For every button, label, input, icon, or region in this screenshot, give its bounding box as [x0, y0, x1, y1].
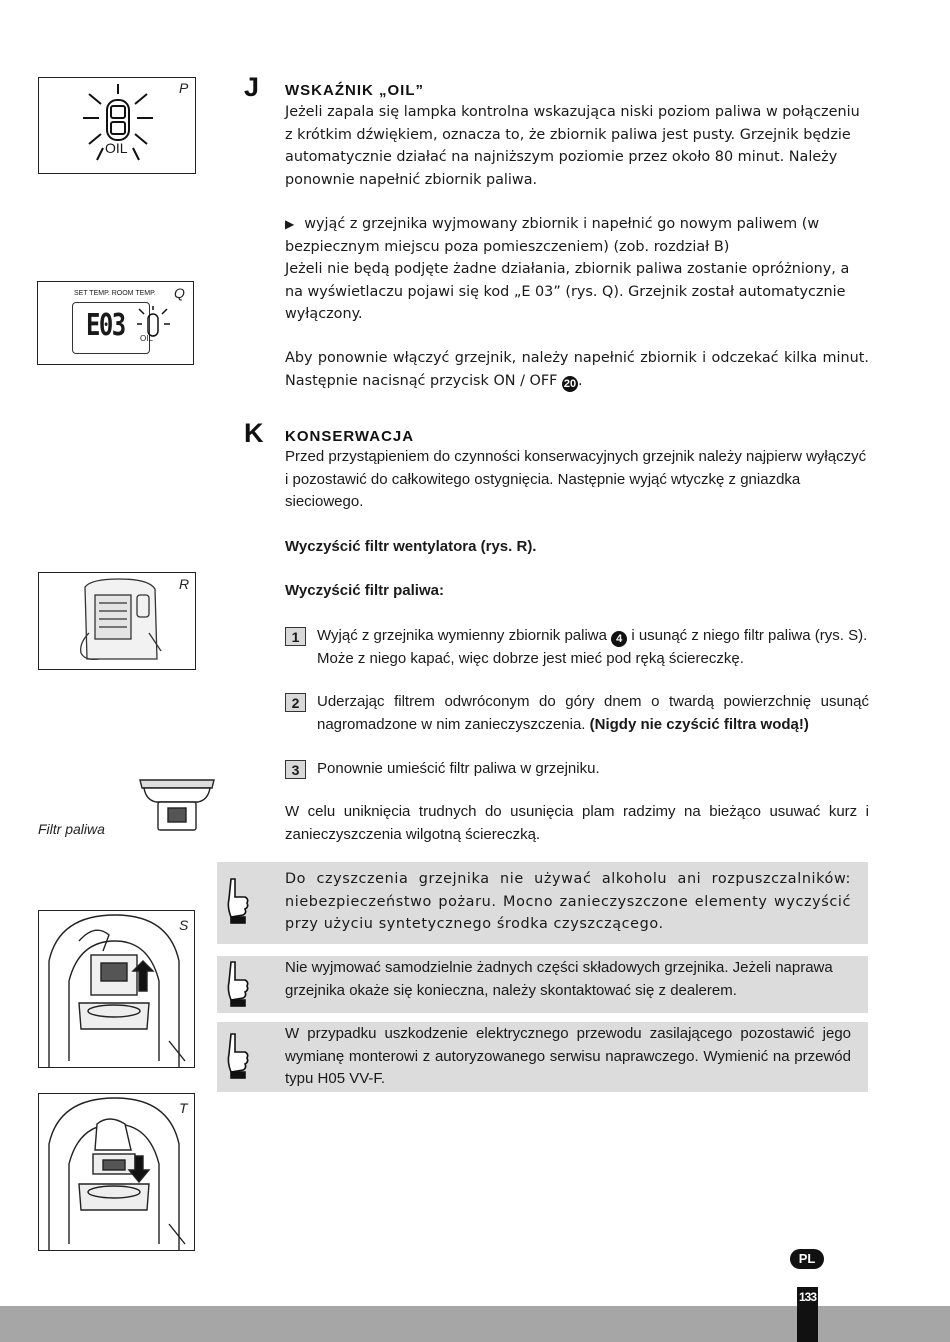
- note-text-2: Nie wyjmować samodzielnie żadnych części składowych grzejnika. Jeżeli naprawa grzejnika okaże się konieczna, należy skontaktować się z dealerem.: [285, 959, 833, 999]
- fuel-filter-heading: Wyczyścić filtr paliwa:: [285, 582, 444, 599]
- figure-s: [38, 910, 195, 1068]
- fuel-filter-removal-illustration: [39, 911, 195, 1068]
- section-j-paragraph-3: Jeżeli nie będą podjęte żadne działania, zbiornik paliwa zostanie opróżniony, a na wyświetlaczu pojawi się kod „E 03” (rys. Q). Grzejnik został automatycznie wyłączony.: [285, 261, 850, 322]
- figure-label-q: Q: [174, 285, 185, 301]
- section-letter-k: K: [244, 418, 264, 448]
- section-letter-j: J: [244, 72, 260, 102]
- lcd-header: SET TEMP. ROOM TEMP.: [74, 290, 156, 297]
- step-number-2: 2: [285, 693, 306, 712]
- warning-note-3: [217, 1022, 868, 1092]
- warning-note-2: [217, 956, 868, 1013]
- figure-label-p: P: [179, 80, 189, 96]
- section-title-k: KONSERWACJA: [285, 428, 415, 445]
- oil-text: OIL: [140, 334, 153, 343]
- figure-r: [38, 572, 196, 670]
- figure-label-r: R: [179, 576, 190, 592]
- section-title-j: WSKAŹNIK „OIL”: [285, 82, 424, 99]
- button-number-badge: 20: [563, 377, 577, 390]
- warning-note-1: [217, 862, 868, 944]
- section-j-paragraph-4: Aby ponownie włączyć grzejnik, należy napełnić zbiornik i odczekać kilka minut. Następnie nacisnąć przycisk ON / OFF 20 .: [285, 350, 869, 390]
- fuel-filter-illustration: [138, 776, 218, 834]
- pointing-hand-icon: [223, 960, 253, 1010]
- part-number-badge: 4: [611, 631, 627, 647]
- step-number-3: 3: [285, 760, 306, 779]
- note-text-1: Do czyszczenia grzejnika nie używać alkoholu ani rozpuszczalników: niebezpieczeństwo pożaru. Mocno zanieczyszczone elementy wyczyścić przy użyciu syntetycznego środka czyszczącego.: [285, 871, 851, 932]
- oil-indicator-icon: [136, 306, 176, 356]
- figure-p: [38, 77, 196, 174]
- section-j-paragraph-2: ▶ wyjąć z grzejnika wyjmowany zbiornik i napełnić go nowym paliwem (w bezpiecznym miejscu poza pomieszczeniem) (zob. rozdział B): [285, 216, 820, 255]
- step-number-1: 1: [285, 627, 306, 646]
- section-j-paragraph-1: Jeżeli zapala się lampka kontrolna wskazująca niski poziom paliwa w połączeniu z krótkim dźwiękiem, oznacza to, że zbiornik paliwa jest pusty. Grzejnik będzie automatycznie działać na najniższym poziomie przez około 80 minut. Należy ponownie napełnić zbiornik paliwa.: [285, 104, 860, 188]
- note-text-3: W przypadku uszkodzenie elektrycznego przewodu zasilającego pozostawić jego wymianę monterowi z autoryzowanego serwisu naprawczego. Wymienić na przewód typu H05 VV-F.: [285, 1025, 851, 1087]
- figure-t: [38, 1093, 195, 1251]
- language-badge: PL: [790, 1249, 824, 1269]
- heater-fan-filter-illustration: [39, 573, 196, 670]
- step-2-text: Uderzając filtrem odwróconym do góry dnem o twardą powierzchnię usunąć nagromadzone w nim zanieczyszczenia. (Nigdy nie czyścić filtra wodą!): [317, 693, 869, 733]
- step-1-text: Wyjąć z grzejnika wymienny zbiornik paliwa 4 i usunąć z niego filtr paliwa (rys. S). Może z niego kapać, więc dobrze jest mieć pod ręką ścierеczkę.: [317, 627, 868, 667]
- section-k-intro: Przed przystąpieniem do czynności konserwacyjnych grzejnik należy najpierw wyłączyć i pozostawić do całkowitego ostygnięcia. Następnie wyjąć wtyczkę z gniazdka sieciowego.: [285, 448, 867, 510]
- dust-cleaning-text: W celu uniknięcia trudnych do usunięcia plam radzimy na bieżąco usuwać kurz i zanieczyszczenia wilgotną ściereczką.: [285, 803, 869, 843]
- oil-text: OIL: [105, 140, 128, 156]
- fan-filter-heading: Wyczyścić filtr wentylatora (rys. R).: [285, 538, 537, 555]
- oil-indicator-icon: [39, 78, 196, 174]
- pointing-hand-icon: [223, 1032, 253, 1082]
- fuel-filter-caption: Filtr paliwa: [38, 821, 105, 837]
- pointing-hand-icon: [223, 877, 253, 927]
- lcd-display: [72, 292, 192, 356]
- fuel-filter-insertion-illustration: [39, 1094, 195, 1251]
- arrow-icon: ▶: [285, 217, 295, 231]
- page-number: 133: [798, 1290, 817, 1304]
- figure-label-t: T: [179, 1100, 188, 1116]
- figure-q: [37, 281, 194, 365]
- lcd-code: E03: [86, 308, 125, 343]
- step-3-text: Ponownie umieścić filtr paliwa w grzejniku.: [317, 760, 600, 777]
- figure-label-s: S: [179, 917, 189, 933]
